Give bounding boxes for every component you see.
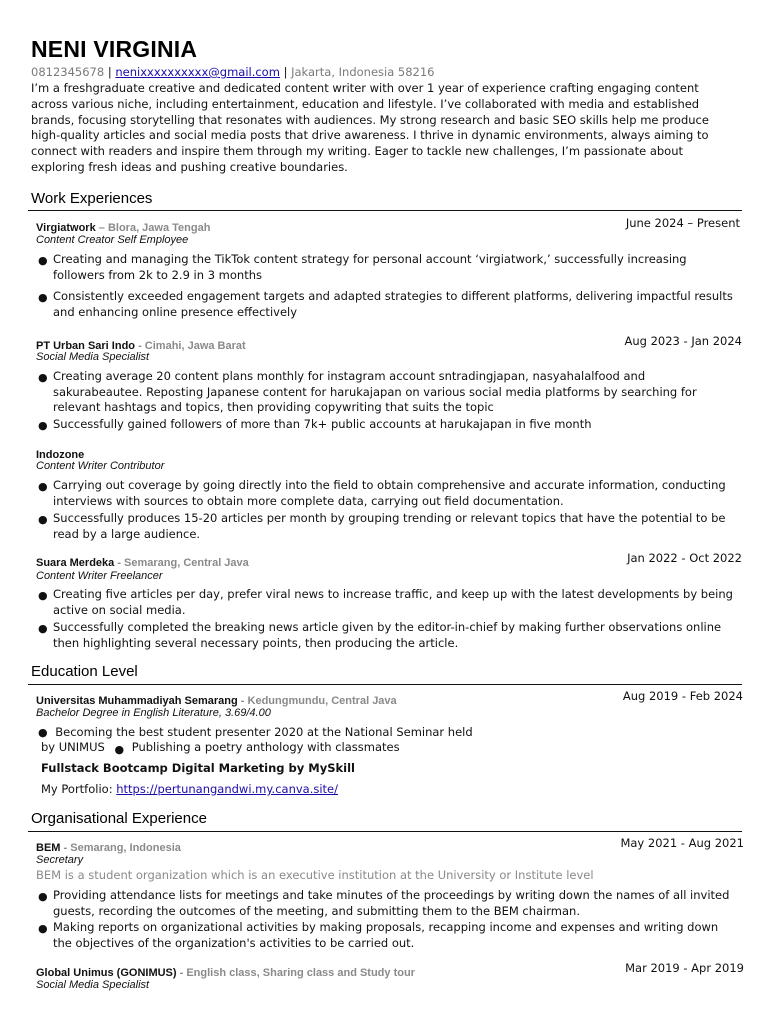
job-date: Jan 2022 - Oct 2022 (627, 551, 742, 565)
summary-line: across various niche, including entertainment, education and lifestyle. I’ve collaborated with media and established (31, 96, 700, 111)
job-role: Social Media Specialist (36, 351, 150, 363)
bullet-icon: ● (38, 622, 48, 635)
job-org: Suara Merdeka (36, 557, 115, 569)
bullet-icon: ● (38, 726, 48, 739)
bullet-icon: ● (38, 480, 48, 493)
bullet-icon: ● (38, 589, 48, 602)
summary-line: connect with readers and inspire them through my writing. Eager to tackle new challenges, I’m passionate about (31, 144, 684, 159)
organisation-section-title: Organisational Experience (31, 810, 207, 827)
bullet-line: Providing attendance lists for meetings and take minutes of the proceedings by writing down the names of all invited (53, 888, 730, 902)
org-role: Social Media Specialist (36, 979, 150, 991)
education-date: Aug 2019 - Feb 2024 (622, 689, 743, 703)
org-role: Secretary (36, 854, 84, 866)
bullet-icon: ● (38, 254, 48, 267)
bullet-line: guests, recording the outcomes of the meeting, and submitting them to the BEM chairman. (53, 903, 581, 918)
org-date: Mar 2019 - Apr 2019 (625, 961, 744, 975)
org-location: English class, Sharing class and Study tour (186, 967, 415, 979)
job-role: Content Writer Contributor (36, 460, 165, 472)
org-header (36, 836, 181, 855)
education-degree: Bachelor Degree in English Literature, 3.69/4.00 (36, 707, 271, 719)
summary (31, 81, 731, 176)
location: Jakarta, Indonesia 58216 (291, 65, 435, 79)
bullet-line: Successfully completed the breaking news article given by the editor-in-chief by making further observations online (53, 620, 722, 634)
job-org: PT Urban Sari Indo (36, 340, 136, 352)
list-item (38, 725, 473, 739)
email-link[interactable]: nenixxxxxxxxxx@gmail.com (115, 65, 280, 79)
job-role: Content Writer Freelancer (36, 570, 163, 582)
org-header (36, 961, 415, 980)
education-header (36, 689, 397, 708)
bullet-icon: ● (38, 513, 48, 526)
bullet-icon: ● (114, 743, 125, 756)
bullet-line: the objectives of the organization's activities to be carried out. (53, 935, 415, 950)
section-divider (28, 684, 742, 685)
job-location: Blora, Jawa Tengah (107, 222, 211, 234)
bullet-line: Creating and managing the TikTok content strategy for personal account ‘virgiatwork,’ successfully increasing (53, 252, 687, 266)
education-location: Kedungmundu, Central Java (247, 695, 397, 707)
portfolio-label: My Portfolio: (41, 782, 117, 796)
job-date: Aug 2023 - Jan 2024 (624, 334, 742, 348)
bullet-line: interviews with sources to obtain more complete data, carrying out field documentation. (53, 493, 564, 508)
list-item (41, 740, 400, 754)
summary-line: exploring fresh ideas and pushing creative boundaries. (31, 159, 348, 174)
job-org: Virgiatwork (36, 222, 96, 234)
bullet-line: Publishing a poetry anthology with classmates (131, 740, 400, 754)
section-divider (28, 831, 742, 832)
bullet-line: Making reports on organizational activities by making proposals, recapping income and expenses and writing down (53, 920, 719, 934)
bullet-line: read by a large audience. (53, 526, 201, 541)
bullet-icon: ● (38, 890, 48, 903)
org-sep: - (60, 842, 71, 854)
bullet-icon: ● (38, 419, 48, 432)
section-divider (28, 210, 742, 211)
bullet-line: sakurabeautee. Reposting Japanese content for harukajapan on various social media platforms by searching for (53, 384, 697, 399)
education-sep: - (237, 695, 248, 707)
bullet-line: Successfully gained followers of more than 7k+ public accounts at harukajapan in five month (53, 417, 592, 431)
work-section-title: Work Experiences (31, 190, 153, 207)
separator: | (283, 65, 288, 79)
education-section-title: Education Level (31, 663, 138, 680)
phone: 0812345678 (31, 65, 105, 79)
job-location: Cimahi, Jawa Barat (144, 340, 246, 352)
job-sep: - (135, 340, 145, 352)
bullet-line: Consistently exceeded engagement targets and adapted strategies to different platforms, delivering impactful results (53, 289, 733, 303)
org-name: Global Unimus (GONIMUS) (36, 967, 177, 979)
bullet-line: Becoming the best student presenter 2020 at the National Seminar held (55, 725, 473, 739)
bullet-line: and enhancing online presence effectively (53, 304, 298, 319)
job-header (36, 216, 210, 235)
bullet-icon: ● (38, 371, 48, 384)
education-org: Universitas Muhammadiyah Semarang (36, 695, 238, 707)
bullet-icon: ● (38, 291, 48, 304)
bootcamp-title: Fullstack Bootcamp Digital Marketing by MySkill (41, 761, 355, 775)
bullet-line: relevant hashtags and topics, then providing copywriting that suits the topic (53, 400, 494, 415)
portfolio-link[interactable]: https://pertunangandwi.my.canva.site/ (116, 782, 339, 796)
org-location: Semarang, Indonesia (70, 842, 181, 854)
portfolio-line (41, 782, 338, 796)
job-role: Content Creator Self Employee (36, 234, 189, 246)
summary-line: brands, focusing storytelling that resonates with audiences. My strong research and basic SEO skills help me produce (31, 112, 709, 127)
bullet-line: active on social media. (53, 602, 186, 617)
bullet-line: followers from 2k to 2.9 in 3 months (53, 267, 262, 282)
job-header (36, 551, 249, 570)
bullet-line: Successfully produces 15-20 articles per month by grouping trending or relevant topics that have the potential to be (53, 511, 726, 525)
bullet-line: then highlighting several necessary points, then producing the article. (53, 635, 459, 650)
org-name: BEM (36, 842, 61, 854)
org-date: May 2021 - Aug 2021 (620, 836, 744, 850)
job-org: Indozone (36, 449, 85, 461)
bullet-line: Creating average 20 content plans monthly for instagram account sntradingjapan, nasyahalalfood and (53, 369, 646, 383)
bullet-line: by UNIMUS (41, 740, 105, 754)
job-date: June 2024 – Present (625, 216, 740, 230)
bullet-line: Carrying out coverage by going directly into the field to obtain comprehensive and accurate information, conducting (53, 478, 726, 492)
org-description: BEM is a student organization which is an executive institution at the University or Institute level (36, 868, 594, 882)
bullet-icon: ● (38, 922, 48, 935)
job-location: Semarang, Central Java (124, 557, 249, 569)
summary-line: I’m a freshgraduate creative and dedicated content writer with over 1 year of experience crafting engaging content (31, 81, 699, 95)
resume-name: NENI VIRGINIA (31, 36, 198, 62)
job-sep: – (95, 222, 108, 234)
separator: | (107, 65, 112, 79)
org-sep: - (176, 967, 187, 979)
summary-line: high-quality articles and social media posts that drive awareness. I thrive in dynamic environments, always aiming to (31, 128, 709, 143)
contact-line (31, 65, 435, 79)
job-sep: - (114, 557, 125, 569)
bullet-line: Creating five articles per day, prefer viral news to increase traffic, and keep up with the latest developments by being (53, 587, 733, 601)
